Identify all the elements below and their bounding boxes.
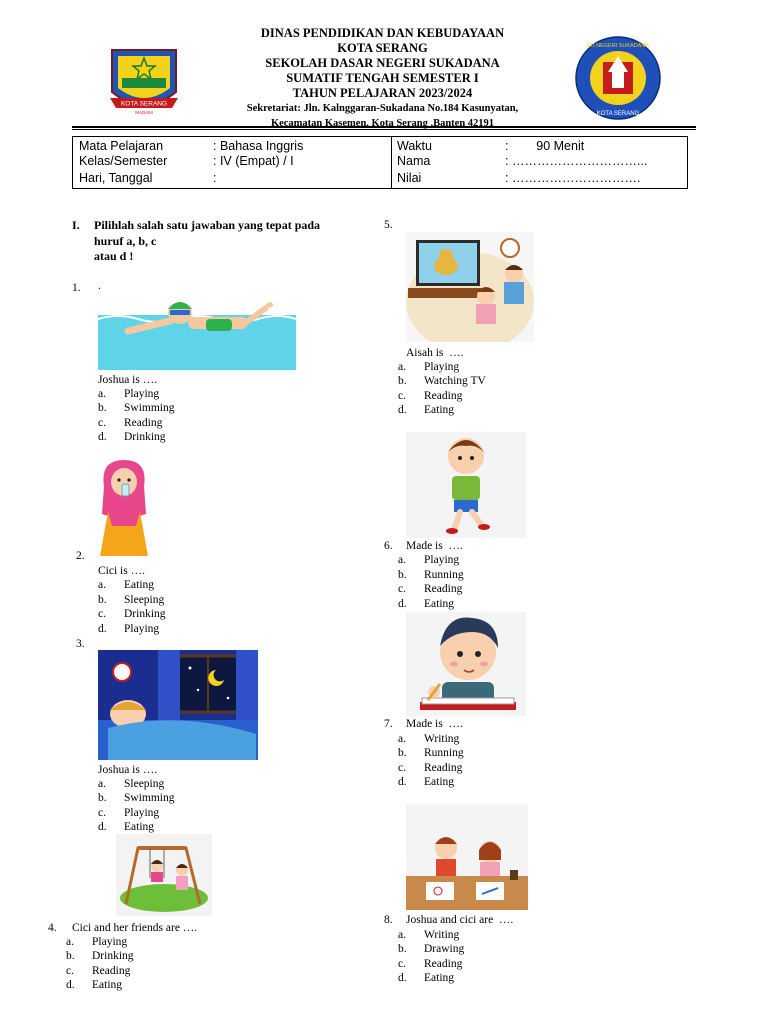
option-text: Swimming	[124, 792, 175, 804]
kelas-label: Kelas/Semester	[79, 154, 168, 168]
option-key: a.	[398, 733, 406, 745]
option-key: c.	[98, 417, 106, 429]
option-key: a.	[398, 554, 406, 566]
student-info-box	[72, 136, 688, 189]
option-text: Drinking	[124, 608, 166, 620]
instruction-line-1: Pilihlah salah satu jawaban yang tepat pada	[94, 218, 321, 232]
q3-text: Joshua is ….	[98, 764, 158, 776]
option-text: Watching TV	[424, 375, 486, 387]
mapel-label: Mata Pelajaran	[79, 139, 164, 153]
option-text: Playing	[124, 388, 160, 400]
option-key: d.	[398, 776, 407, 788]
school-logo	[572, 34, 664, 122]
option-text: Reading	[92, 965, 131, 977]
q7-number: 7.	[384, 718, 393, 730]
q1-option-c[interactable]	[98, 416, 162, 431]
option-key: a.	[398, 929, 406, 941]
option-key: b.	[398, 943, 407, 955]
nama-field[interactable]: : …………………………...	[505, 154, 648, 168]
instruction-line-2: huruf a, b, c	[94, 233, 157, 248]
q3-option-b[interactable]	[98, 791, 174, 806]
header-line-2: KOTA SERANG	[337, 41, 428, 55]
q7-option-b[interactable]	[398, 746, 464, 761]
mapel-value: : Bahasa Inggris	[213, 139, 304, 153]
q6-text: Made is ….	[406, 540, 463, 552]
q1-number: 1.	[72, 282, 81, 294]
q3-number: 3.	[76, 638, 85, 650]
q5-option-c[interactable]	[398, 389, 462, 404]
option-text: Eating	[424, 404, 455, 416]
drinking-girl-picture	[96, 456, 152, 560]
q6-option-a[interactable]	[398, 553, 459, 568]
q8-option-a[interactable]	[398, 928, 459, 943]
q5-text: Aisah is ….	[406, 347, 464, 359]
option-key: d.	[98, 821, 107, 833]
q7-option-c[interactable]	[398, 761, 462, 776]
option-text: Drinking	[124, 431, 166, 443]
header-line-1: DINAS PENDIDIKAN DAN KEBUDAYAAN	[260, 26, 505, 40]
option-text: Writing	[424, 929, 460, 941]
q5-number: 5.	[384, 219, 393, 231]
q3-option-c[interactable]	[98, 806, 159, 821]
q1-extra: .	[98, 280, 101, 292]
q8-option-d[interactable]	[398, 971, 454, 986]
option-key: b.	[98, 792, 107, 804]
option-key: b.	[66, 950, 75, 962]
hari-value: :	[213, 171, 217, 185]
q8-text: Joshua and cici are ….	[406, 914, 514, 926]
running-boy-picture	[406, 432, 526, 538]
hari-label: Hari, Tanggal	[79, 171, 153, 185]
option-text: Eating	[424, 776, 455, 788]
option-text: Running	[424, 569, 464, 581]
q2-text: Cici is ….	[98, 565, 145, 577]
sleeping-boy-picture	[98, 650, 258, 760]
option-text: Reading	[424, 390, 463, 402]
option-key: c.	[98, 608, 106, 620]
header-line-4: SUMATIF TENGAH SEMESTER I	[286, 71, 479, 85]
swimming-picture	[98, 295, 296, 370]
section-instruction	[94, 218, 364, 265]
q6-option-d[interactable]	[398, 597, 454, 612]
header-rule-thick	[72, 126, 696, 128]
option-text: Running	[424, 747, 464, 759]
option-key: a.	[98, 579, 106, 591]
option-text: Eating	[124, 579, 155, 591]
q1-option-d[interactable]	[98, 430, 166, 445]
option-text: Eating	[124, 821, 155, 833]
option-text: Eating	[424, 972, 455, 984]
nama-label: Nama	[397, 154, 431, 168]
city-logo	[104, 42, 184, 118]
option-key: a.	[98, 778, 106, 790]
option-key: d.	[66, 979, 75, 991]
option-text: Reading	[424, 958, 463, 970]
option-text: Playing	[424, 361, 460, 373]
option-text: Sleeping	[124, 778, 165, 790]
option-text: Eating	[92, 979, 123, 991]
option-key: d.	[398, 404, 407, 416]
option-text: Reading	[424, 762, 463, 774]
q2-option-c[interactable]	[98, 607, 166, 622]
option-key: d.	[98, 623, 107, 635]
watching-tv-picture	[406, 232, 534, 342]
option-key: d.	[398, 972, 407, 984]
q3-option-d[interactable]	[98, 820, 154, 835]
writing-boy-picture	[406, 612, 526, 716]
q7-text: Made is ….	[406, 718, 463, 730]
option-text: Sleeping	[124, 594, 165, 606]
option-text: Playing	[124, 807, 160, 819]
q8-option-b[interactable]	[398, 942, 464, 957]
q8-number: 8.	[384, 914, 393, 926]
q4-option-d[interactable]	[66, 978, 122, 993]
option-text: Swimming	[124, 402, 175, 414]
q4-option-c[interactable]	[66, 964, 130, 979]
q7-option-d[interactable]	[398, 775, 454, 790]
right-logo-bottom: KOTA SERANG	[596, 111, 640, 117]
option-text: Eating	[424, 598, 455, 610]
q6-number: 6.	[384, 540, 393, 552]
q5-option-d[interactable]	[398, 403, 454, 418]
q1-option-b[interactable]	[98, 401, 174, 416]
option-text: Reading	[424, 583, 463, 595]
option-key: a.	[398, 361, 406, 373]
q8-option-c[interactable]	[398, 957, 462, 972]
q2-option-d[interactable]	[98, 622, 159, 637]
waktu-value: : 90 Menit	[505, 139, 585, 153]
instruction-line-3: atau d !	[94, 249, 134, 263]
waktu-label: Waktu	[397, 139, 432, 153]
header-line-5: TAHUN PELAJARAN 2023/2024	[292, 86, 473, 100]
option-key: c.	[398, 762, 406, 774]
option-key: c.	[398, 390, 406, 402]
section-number: I.	[72, 218, 80, 232]
option-key: a.	[98, 388, 106, 400]
q3-option-a[interactable]	[98, 777, 164, 792]
option-key: a.	[66, 936, 74, 948]
kelas-value: : IV (Empat) / I	[213, 154, 294, 168]
option-key: d.	[398, 598, 407, 610]
option-text: Reading	[124, 417, 163, 429]
q2-number: 2.	[76, 550, 85, 562]
swing-playground-picture	[116, 834, 212, 916]
q1-option-a[interactable]	[98, 387, 159, 402]
header-rule-thin	[72, 129, 696, 130]
option-key: b.	[398, 375, 407, 387]
option-text: Playing	[424, 554, 460, 566]
q1-text: Joshua is ….	[98, 374, 158, 386]
option-key: c.	[66, 965, 74, 977]
option-text: Drawing	[424, 943, 465, 955]
header-address-1: Sekretariat: Jln. Kalnggaran-Sukadana No.184 Kasunyatan,	[246, 103, 519, 114]
q4-option-a[interactable]	[66, 935, 127, 950]
option-key: c.	[398, 583, 406, 595]
option-key: b.	[398, 747, 407, 759]
info-divider	[391, 137, 392, 188]
header-block	[190, 26, 575, 131]
q2-option-b[interactable]	[98, 593, 164, 608]
option-key: b.	[98, 402, 107, 414]
q6-option-c[interactable]	[398, 582, 462, 597]
q4-number: 4.	[48, 922, 57, 934]
q7-option-a[interactable]	[398, 732, 459, 747]
drawing-children-picture	[406, 804, 528, 910]
option-key: d.	[98, 431, 107, 443]
nilai-field[interactable]: : ………………………….	[505, 171, 641, 185]
option-key: b.	[98, 594, 107, 606]
q6-option-b[interactable]	[398, 568, 464, 583]
q4-text: Cici and her friends are ….	[72, 922, 198, 934]
option-text: Playing	[92, 936, 128, 948]
option-text: Writing	[424, 733, 460, 745]
option-key: b.	[398, 569, 407, 581]
option-text: Drinking	[92, 950, 134, 962]
q5-option-a[interactable]	[398, 360, 459, 375]
right-logo-ring: SD NEGERI SUKADANA	[586, 43, 650, 49]
header-line-3: SEKOLAH DASAR NEGERI SUKADANA	[265, 56, 500, 70]
q2-option-a[interactable]	[98, 578, 154, 593]
option-key: c.	[398, 958, 406, 970]
left-logo-text: KOTA SERANG	[120, 100, 168, 108]
q5-option-b[interactable]	[398, 374, 486, 389]
left-logo-small: MADANI	[135, 110, 153, 115]
option-key: c.	[98, 807, 106, 819]
header-address-2: Kecamatan Kasemen, Kota Serang ,Banten 42191	[270, 118, 495, 129]
nilai-label: Nilai	[397, 171, 422, 185]
q4-option-b[interactable]	[66, 949, 134, 964]
option-text: Playing	[124, 623, 160, 635]
